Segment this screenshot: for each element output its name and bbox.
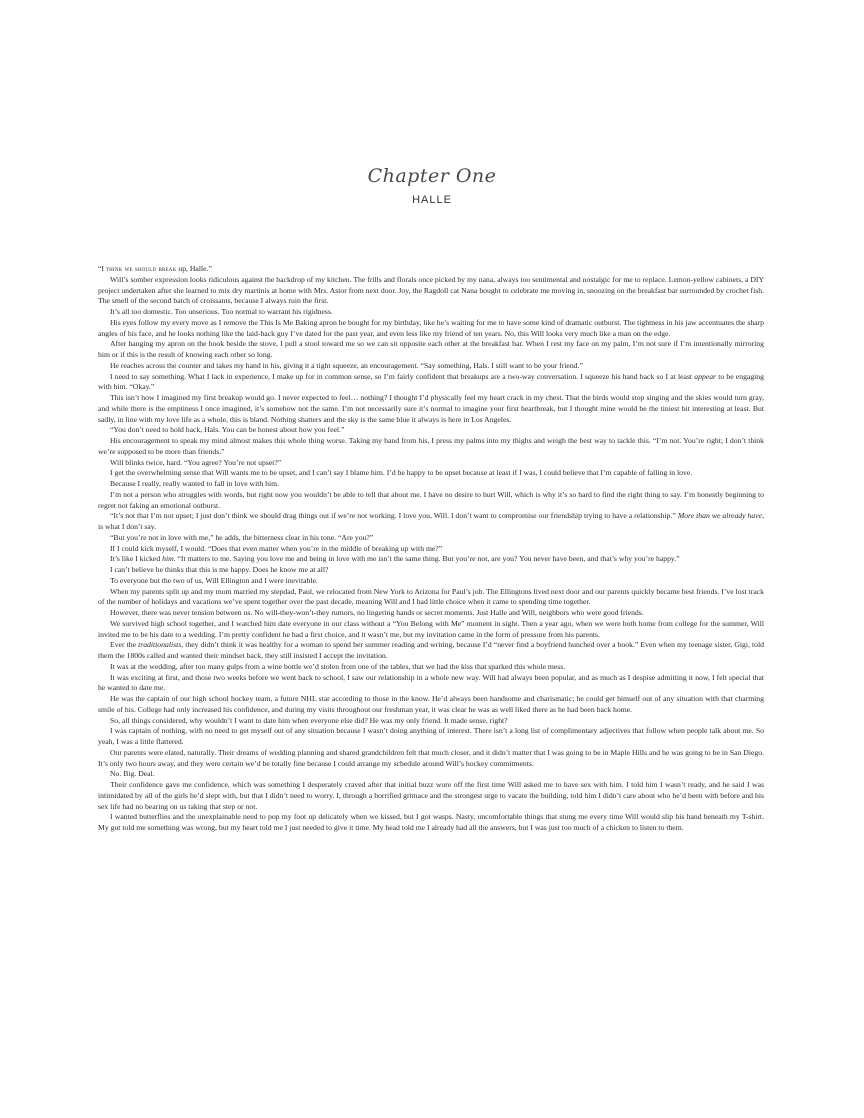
paragraph: [98, 511, 764, 533]
paragraph: It was at the wedding, after too many gulps from a wine bottle we’d stolen from one of the tables, that we had the kiss that sparked this whole mess.: [110, 661, 566, 671]
paragraph: Their confidence gave me confidence, which was something I desperately craved after that initial buzz wore off the first time Will asked me to have sex with him. I told him I wasn’t ready, and he said I was intimidated by all of the girls he’d slept with, but that I didn’t need to worry. I, through a horrified grimace and the strongest urge to vacate the building, told him I didn’t care about who he’d been with before and his sex life had no bearing on us taking that step or not.: [98, 780, 764, 811]
paragraph-text: , they didn’t think it was healthy for a woman to spend her summer reading and writing, because I’d “never find a boyfriend hunched over a book.” Even when my teenage sister, Gigi, told them the 1800s called and wanted their mindset back, they still insisted I accept the invitation.: [98, 640, 764, 660]
paragraph: [98, 640, 764, 662]
paragraph: However, there was never tension between us. No will-they-won’t-they rumors, no lingering hands or secret moments. Just Halle and Will, neighbors who were good friends.: [110, 608, 644, 617]
paragraph: I can’t believe he thinks that this is me happy. Does he know me at all?: [110, 565, 329, 574]
paragraph: It’s all too domestic. Too unserious. Too normal to warrant his rigidness.: [110, 307, 333, 316]
paragraph-text: It’s like I kicked: [110, 554, 163, 564]
paragraph-text: “It’s not that I’m not upset; I just don’t think we should drag things out if we’re not working. I love you, Will. I don’t want to compromise our friendship trying to have a relationship.”: [110, 511, 678, 521]
opening-paragraph: [98, 264, 764, 275]
paragraph: So, all things considered, why wouldn’t I want to date him when everyone else did? He was my only friend. It made sense, right?: [110, 715, 508, 725]
paragraph-text: to be engaging with him. “Okay.”: [98, 371, 764, 392]
paragraph: No. Big. Deal.: [110, 769, 155, 779]
opening-rest: up, Halle.”: [176, 264, 212, 273]
paragraph: I wanted butterflies and the unexplainable need to pop my foot up delicately when we kissed, but I got wasps. Nasty, uncomfortable things that stung me every time Will would slip his hand beneath my T-shirt. My gut told me something was wrong, but my heart told me I just needed to give it time. My head told me I already had all the answers, but I was just too much of a chicken to listen to them.: [98, 812, 764, 832]
chapter-title: Chapter One: [367, 165, 497, 187]
paragraph-text: , is what I don’t say.: [98, 511, 764, 531]
paragraph: It was exciting at first, and those two weeks before we went back to school, I saw our relationship in a whole new way. Will had always been popular, and as much as I despise admitting it now, I felt special that he wanted to date me.: [98, 672, 764, 693]
paragraph: Because I really, really wanted to fall in love with him.: [110, 479, 279, 488]
paragraph: We survived high school together, and I watched him date everyone in our class without a “You Belong with Me” moment in sight. Then a year ago, when we were both home from college for the summer, Will invited me to be his date to a wedding. I’m pretty confident he had a first choice, and it wasn’t me, but my invitation came in the form of pressure from his parents.: [98, 618, 764, 639]
paragraph: He was the captain of our high school hockey team, a future NHL star according to those in the know. He’d always been handsome and charismatic; he could get himself out of any situation with that charming smile of his. College had only increased his confidence, and during my visits throughout our freshman year, it was clear he was as well liked there as he had been back home.: [98, 694, 764, 714]
paragraph: When my parents split up and my mom married my stepdad, Paul, we relocated from New York to Arizona for Paul’s job. The Ellingtons lived next door and our parents quickly became best friends. I’ve lost track of the number of holidays and vacations we’ve spent together over the past decade, meaning Will and I had little choice when it came to spending time together.: [98, 586, 764, 607]
opening-quote: “I: [98, 264, 106, 273]
paragraph: This isn’t how I imagined my first breakup would go. I never expected to feel… nothing? I thought I’d physically feel my heart crack in my chest. That the birds would stop singing and the skies would turn gray, and while there is the emptiness I once imagined, it’s somehow not the same. I’m not necessarily sure it’s normal to imagine your first heartbreak, but I thought mine would be the tiniest bit interesting at least. But sadly, in line with my love life as a whole, this is bland. Nothing shatters and the sky is the same blue it always is here in Los Angeles.: [98, 393, 764, 424]
italic-text: appear: [694, 371, 717, 381]
paragraph: He reaches across the counter and takes my hand in his, giving it a tight squeeze, an encouragement. “Say something, Hals. I still want to be your friend.”: [110, 360, 583, 370]
italic-text: More than we already have: [677, 511, 763, 521]
paragraph: His encouragement to speak my mind almost makes this whole thing worse. Taking my hand from his, I press my palms into my thighs and weigh the best way to tackle this. “I’m not. You’re right; I don’t think we’re supposed to be more than friends.”: [98, 436, 764, 456]
italic-text: traditionalists: [138, 640, 182, 650]
paragraph: Will’s somber expression looks ridiculous against the backdrop of my kitchen. The frills and florals once picked by my nana, always too sentimental and nostalgic for me to replace. Lemon-yellow cabinets, a DIY project undertaken after she learned to mix dry martinis at home with Mrs. Astor from next door. Joy, the Ragdoll cat Nana bought to celebrate me moving in, snoozing on the breakfast bar surrounded by crochet fish. The smell of the second batch of croissants, because I always ruin the first.: [98, 274, 764, 306]
opening-smallcaps: think we should break: [105, 264, 177, 273]
chapter-pov-name: HALLE: [412, 194, 452, 206]
paragraph: To everyone but the two of us, Will Ellington and I were inevitable.: [110, 575, 318, 585]
paragraph: I’m not a person who struggles with words, but right now you wouldn’t be able to tell that about me. I have no desire to hurt Will, which is why it’s so hard to find the right thing to say. I’m honestly beginning to regret not faking an emotional outburst.: [98, 489, 764, 510]
paragraph: [98, 554, 764, 565]
paragraph: If I could kick myself, I would. “Does that even matter when you’re in the middle of breaking up with me?”: [110, 543, 443, 553]
italic-text: him: [162, 554, 174, 564]
paragraph: His eyes follow my every move as I remove the This Is Me Baking apron he bought for my birthday, like he’s waiting for me to have some kind of dramatic outburst. The tightness in his jaw accentuates the sharp angles of his face, and he looks nothing like the laid-back guy I’ve dated for the past year, and even less like my friend of ten years. No, this Will looks very much like a man on the edge.: [98, 317, 764, 338]
paragraph-text: I need to say something. What I lack in experience, I make up for in common sense, so I’m fairly confident that breakups are a two-way conversation. I squeeze his hand back so I at least: [110, 371, 695, 381]
paragraph-text: Ever the: [110, 640, 139, 650]
chapter-body: [98, 264, 764, 834]
paragraph: Our parents were elated, naturally. Their dreams of wedding planning and shared grandchildren felt that much closer, and it didn’t matter that I was going to be in Maple Hills and he was going to be in San Diego. It’s only two hours away, and they were certain we’d be totally fine because I could arrange my schedule around Will’s hockey commitments.: [98, 747, 764, 768]
paragraph: “You don’t need to hold back, Hals. You can be honest about how you feel.”: [110, 425, 345, 435]
paragraph: [98, 372, 764, 394]
paragraph: After hanging my apron on the hook beside the stove, I pull a stool toward me so we can sit opposite each other at the breakfast bar. When I rest my face on my palm, I’m not sure if I’m intentionally mirroring him or if this is the result of knowing each other so long.: [98, 339, 764, 359]
paragraph-text: . “It matters to me. Saying you love me and being in love with me isn’t the same thing. But you’re not, are you? You never have been, and that’s why you’re happy.”: [173, 554, 680, 564]
paragraph: I get the overwhelming sense that Will wants me to be upset, and I can’t say I blame him. I’d be happy to be upset because at least if I was, I could believe that I’m capable of falling in love.: [110, 468, 693, 478]
paragraph: I was captain of nothing, with no need to get myself out of any situation because I wasn’t doing anything of interest. There isn’t a long list of complimentary adjectives that follow when people talk about me. So yeah, I was a little flattered.: [98, 726, 764, 746]
paragraph: Will blinks twice, hard. “You agree? You’re not upset?”: [110, 457, 282, 467]
paragraph: “But you’re not in love with me,” he adds, the bitterness clear in his tone. “Are you?”: [110, 532, 374, 542]
